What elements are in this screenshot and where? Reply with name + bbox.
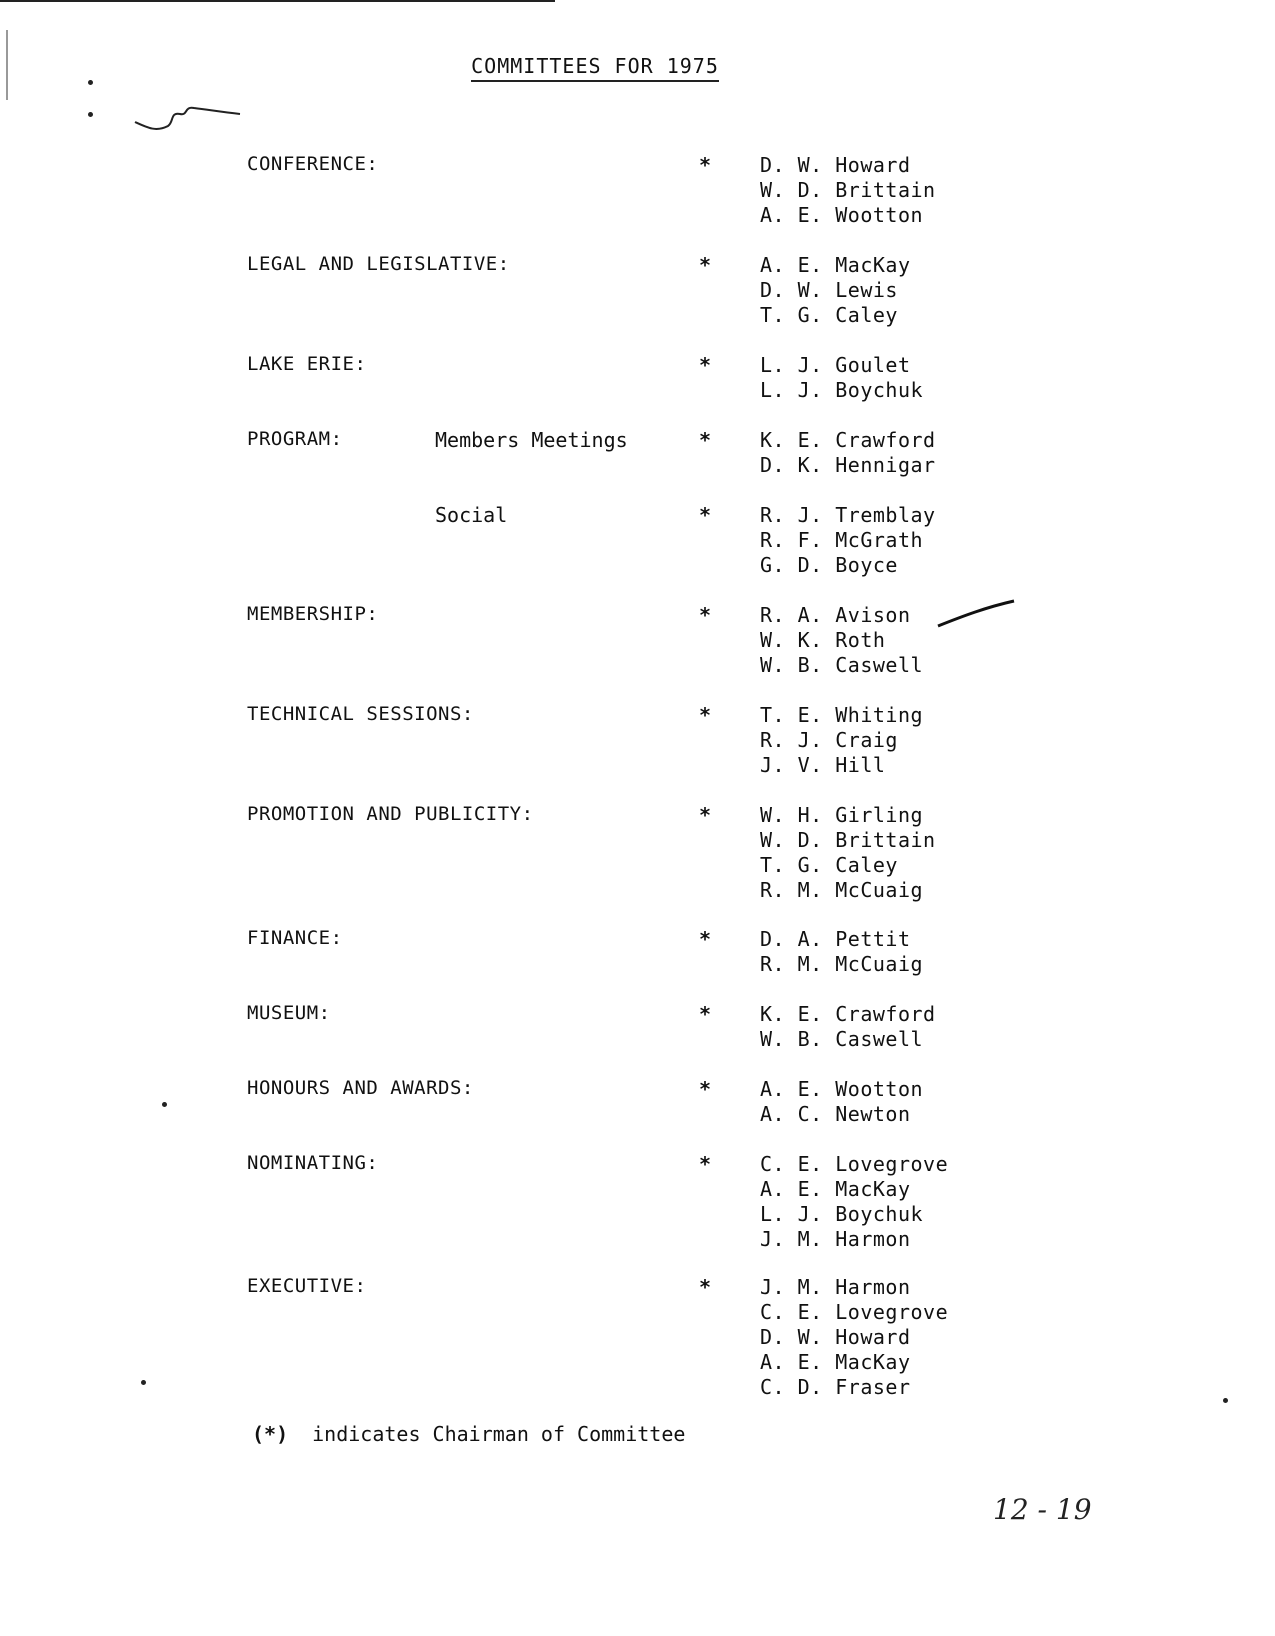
member-list — [760, 927, 923, 977]
committee-chairman: W. H. Girling — [760, 803, 924, 827]
chairman-marker: * — [699, 803, 712, 827]
committee-chairman: D. W. Howard — [760, 153, 911, 177]
committee-member: R. M. McCuaig — [760, 878, 924, 902]
chairman-marker: * — [699, 1077, 712, 1101]
member-list — [760, 603, 923, 678]
footnote-text: indicates Chairman of Committee — [312, 1422, 686, 1446]
chairman-marker: * — [699, 353, 712, 377]
member-list — [760, 153, 936, 228]
chairman-marker: * — [699, 503, 712, 527]
committee-member: G. D. Boyce — [760, 553, 898, 577]
chairman-marker: * — [699, 1152, 712, 1176]
committee-chairman: T. E. Whiting — [760, 703, 924, 727]
member-list — [760, 1152, 948, 1252]
member-list — [760, 253, 911, 328]
subcommittee-name: Social — [435, 503, 508, 527]
chairman-marker: * — [699, 153, 712, 177]
chairman-marker: * — [699, 927, 712, 951]
committee-member: C. E. Lovegrove — [760, 1300, 949, 1324]
committee-member: W. K. Roth — [760, 628, 886, 652]
member-list — [760, 353, 923, 403]
chairman-marker: * — [699, 1002, 712, 1026]
member-list — [760, 503, 936, 578]
committee-chairman: A. E. MacKay — [760, 253, 911, 277]
chairman-marker: * — [699, 253, 712, 277]
committee-member: A. C. Newton — [760, 1102, 911, 1126]
speck — [162, 1102, 167, 1107]
committee-member: R. J. Craig — [760, 728, 898, 752]
committee-chairman: K. E. Crawford — [760, 1002, 936, 1026]
committee-member: T. G. Caley — [760, 853, 898, 877]
committee-member: J. V. Hill — [760, 753, 886, 777]
speck — [88, 112, 93, 117]
committee-member: A. E. MacKay — [760, 1177, 911, 1201]
committee-name: LAKE ERIE: — [247, 353, 367, 375]
committee-member: W. B. Caswell — [760, 1027, 924, 1051]
committee-name: MUSEUM: — [247, 1002, 331, 1024]
committee-name: NOMINATING: — [247, 1152, 379, 1174]
speck — [141, 1380, 146, 1385]
committee-member: C. D. Fraser — [760, 1375, 911, 1399]
committee-member: D. W. Lewis — [760, 278, 898, 302]
committee-chairman: D. A. Pettit — [760, 927, 911, 951]
committee-chairman: R. J. Tremblay — [760, 503, 936, 527]
committee-name: TECHNICAL SESSIONS: — [247, 703, 474, 725]
page-title-text: COMMITTEES FOR 1975 — [471, 54, 719, 82]
committee-name: MEMBERSHIP: — [247, 603, 379, 625]
committee-name: FINANCE: — [247, 927, 343, 949]
footnote — [252, 1422, 685, 1446]
committee-name: CONFERENCE: — [247, 153, 379, 175]
committee-name: PROGRAM: — [247, 428, 343, 450]
chairman-marker: * — [699, 428, 712, 452]
committee-chairman: L. J. Goulet — [760, 353, 911, 377]
committee-member: L. J. Boychuk — [760, 1202, 924, 1226]
committee-name: PROMOTION AND PUBLICITY: — [247, 803, 534, 825]
committee-name: EXECUTIVE: — [247, 1275, 367, 1297]
committee-chairman: R. A. Avison — [760, 603, 911, 627]
subcommittee-name: Members Meetings — [435, 428, 628, 452]
member-list — [760, 1002, 936, 1052]
speck — [88, 80, 93, 85]
committee-member: A. E. MacKay — [760, 1350, 911, 1374]
committee-chairman: C. E. Lovegrove — [760, 1152, 949, 1176]
committee-member: W. D. Brittain — [760, 178, 936, 202]
chairman-marker: * — [699, 603, 712, 627]
committee-member: W. D. Brittain — [760, 828, 936, 852]
committee-chairman: J. M. Harmon — [760, 1275, 911, 1299]
member-list — [760, 428, 936, 478]
committee-name: LEGAL AND LEGISLATIVE: — [247, 253, 510, 275]
member-list — [760, 1077, 923, 1127]
member-list — [760, 1275, 948, 1400]
committee-member: D. W. Howard — [760, 1325, 911, 1349]
chairman-marker: * — [699, 1275, 712, 1299]
member-list — [760, 803, 936, 903]
committee-chairman: K. E. Crawford — [760, 428, 936, 452]
committee-chairman: A. E. Wootton — [760, 1077, 924, 1101]
handwritten-page-number: 12 - 19 — [993, 1493, 1092, 1526]
committee-member: R. F. McGrath — [760, 528, 924, 552]
chairman-marker: * — [699, 703, 712, 727]
committee-member: A. E. Wootton — [760, 203, 924, 227]
committee-member: J. M. Harmon — [760, 1227, 911, 1251]
committee-member: R. M. McCuaig — [760, 952, 924, 976]
member-list — [760, 703, 923, 778]
committee-member: D. K. Hennigar — [760, 453, 936, 477]
footnote-mark: (*) — [252, 1422, 289, 1446]
committee-member: W. B. Caswell — [760, 653, 924, 677]
committee-member: T. G. Caley — [760, 303, 898, 327]
committee-member: L. J. Boychuk — [760, 378, 924, 402]
committee-name: HONOURS AND AWARDS: — [247, 1077, 474, 1099]
speck — [1223, 1398, 1228, 1403]
